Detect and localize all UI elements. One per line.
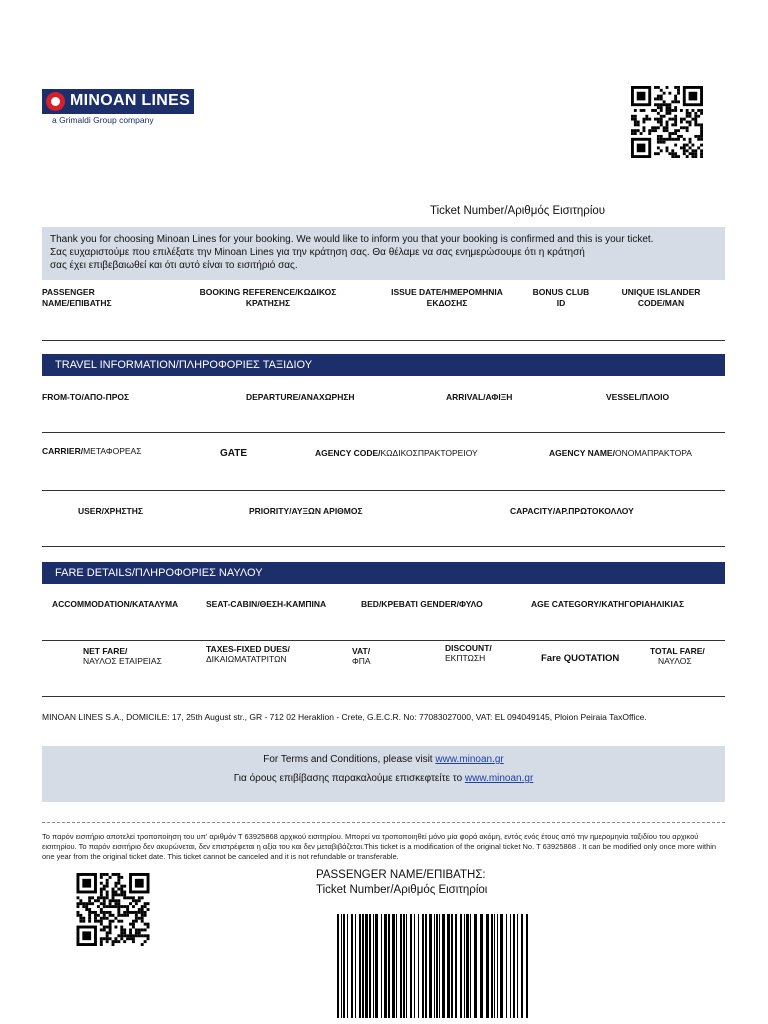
discount-en: DISCOUNT/ xyxy=(445,643,492,653)
carrier-label xyxy=(42,446,142,456)
gate-label: GATE xyxy=(220,448,248,459)
terms-line-gr xyxy=(42,773,725,784)
seat-cabin-label: SEAT-CABIN/ΘΕΣΗ-ΚΑΜΠΙΝΑ xyxy=(206,599,327,609)
vat-label xyxy=(352,646,371,666)
divider xyxy=(42,490,725,491)
terms-line-en xyxy=(42,754,725,765)
terms-box xyxy=(42,746,725,802)
booking-header-line1: BOOKING REFERENCE/ΚΩΔΙΚΟΣ xyxy=(199,287,337,297)
issue-date-header xyxy=(377,287,517,309)
discount-gr: ΕΚΠΤΩΣΗ xyxy=(445,653,486,663)
agency-name-gr: ΟΝΟΜΑΠΡΑΚΤΟΡΑ xyxy=(614,448,692,458)
capacity-label: CAPACITY/ΑΡ.ΠΡΩΤΟΚΟΛΛΟΥ xyxy=(510,506,634,516)
company-details: MINOAN LINES S.A., DOMICILE: 17, 25th August str., GR - 712 02 Heraklion - Crete, G.E.C.R. No: 77083027000, VAT: EL 094049145, Ploion Peiraia TaxOffice. xyxy=(42,712,647,722)
brand-name: MINOAN LINES xyxy=(70,92,191,109)
terms-text-en: For Terms and Conditions, please visit xyxy=(263,754,436,765)
confirmation-line-gr-2: σας έχει επιβεβαιωθεί και ότι αυτό είναι το εισιτήριό σας. xyxy=(50,260,298,271)
bonus-club-header xyxy=(527,287,595,309)
vat-en: VAT/ xyxy=(352,646,371,656)
divider xyxy=(42,432,725,433)
islander-code-header xyxy=(613,287,709,309)
departure-label: DEPARTURE/ΑΝΑΧΩΡΗΣΗ xyxy=(246,392,355,402)
brand-subtitle: a Grimaldi Group company xyxy=(52,115,154,125)
booking-header-line2: ΚΡΑΤΗΣΗΣ xyxy=(245,298,291,308)
modification-notice: Το παρόν εισιτήριο αποτελεί τροποποίηση του υπ' αριθμόν Τ 63925868 αρχικού εισιτηρίου. Μπορεί να τροποποιηθεί μόνο μία φορά ακόμη, εντός ενός έτους από την ημερομηνία ταξιδίου του αρχικού εισιτηρίου. Το παρόν εισιτήριο δεν ακυρώνεται, δεν επιστρέφεται η αξία του και δεν μεταβιβάζεται.This ticket is a modification of the original ticket No. T 63925868 . It can be modified only once more within one year from the original ticket date. This ticket cannot be canceled and it is not refundable or transferable. xyxy=(42,832,717,861)
terms-text-gr: Για όρους επιβίβασης παρακαλούμε επισκεφτείτε το xyxy=(233,773,465,784)
total-fare-label xyxy=(650,646,705,666)
passenger-name-header xyxy=(42,287,112,309)
stub-ticket-number-label: Ticket Number/Αριθμός Εισιτηρίοι xyxy=(316,884,488,896)
fare-details-section-title: FARE DETAILS/ΠΛΗΡΟΦΟΡΙΕΣ ΝΑΥΛΟΥ xyxy=(42,562,725,584)
terms-link-gr[interactable]: www.minoan.gr xyxy=(464,773,534,784)
islander-header-line2: CODE/MAN xyxy=(637,298,685,308)
divider xyxy=(42,340,725,341)
discount-label xyxy=(445,643,492,663)
carrier-label-gr: ΜΕΤΑΦΟΡΕΑΣ xyxy=(83,446,142,456)
agency-code-label xyxy=(315,448,478,458)
total-fare-en: TOTAL FARE/ xyxy=(650,646,705,656)
accommodation-label: ACCOMMODATION/ΚΑΤΑΛΥΜΑ xyxy=(52,599,179,609)
confirmation-message xyxy=(42,227,725,280)
agency-code-en: AGENCY CODE/ xyxy=(315,448,381,458)
confirmation-line-gr-1: Σας ευχαριστούμε που επιλέξατε την Minoan Lines για την κράτηση σας. Θα θέλαμε να σας ενημερώσουμε ότι η κράτησή xyxy=(50,247,585,258)
issue-header-line1: ISSUE DATE/ΗΜΕΡΟΜΗΝΙΑ xyxy=(391,287,503,297)
taxes-gr: ΔΙΚΑΙΩΜΑΤΑΤΡΙΤΩΝ xyxy=(206,654,287,664)
bed-gender-label: BED/ΚΡΕΒΑΤΙ GENDER/ΦΥΛΟ xyxy=(361,599,483,609)
vessel-label: VESSEL/ΠΛΟΙΟ xyxy=(606,392,670,402)
issue-header-line2: ΕΚΔΟΣΗΣ xyxy=(426,298,468,308)
minoan-lines-logo xyxy=(42,89,194,114)
net-fare-en: NET FARE/ xyxy=(83,646,128,656)
passenger-header-line2: NAME/ΕΠΙΒΑΤΗΣ xyxy=(42,298,112,308)
age-category-label: AGE CATEGORY/ΚΑΤΗΓΟΡΙΑΗΛΙΚΙΑΣ xyxy=(531,599,685,609)
confirmation-line-en: Thank you for choosing Minoan Lines for your booking. We would like to inform you that your booking is confirmed and this is your ticket. xyxy=(50,234,654,245)
arrival-label: ARRIVAL/ΑΦΙΞΗ xyxy=(446,392,513,402)
divider xyxy=(42,640,725,641)
bonus-header-line1: BONUS CLUB xyxy=(532,287,590,297)
taxes-en: TAXES-FIXED DUES/ xyxy=(206,644,290,654)
ticket-number-label: Ticket Number/Αριθμός Εισιτηρίου xyxy=(430,205,606,217)
from-to-label: FROM-TO/ΑΠΟ-ΠΡΟΣ xyxy=(42,392,130,402)
agency-name-label xyxy=(549,448,692,458)
stub-passenger-label: PASSENGER NAME/ΕΠΙΒΑΤΗΣ: xyxy=(316,869,486,881)
total-fare-gr: ΝΑΥΛΟΣ xyxy=(658,656,692,666)
net-fare-gr: ΝΑΥΛΟΣ ΕΤΑΙΡΕΙΑΣ xyxy=(83,656,162,666)
fare-quotation-label: Fare QUOTATION xyxy=(541,653,620,664)
qr-code-icon xyxy=(74,873,152,946)
priority-label: PRIORITY/ΑΥΞΩΝ ΑΡΙΘΜΟΣ xyxy=(249,506,363,516)
vat-gr: ΦΠΑ xyxy=(352,656,371,666)
ship-logo-icon xyxy=(46,92,65,111)
bonus-header-line2: ID xyxy=(556,298,566,308)
qr-code-icon xyxy=(629,86,705,158)
net-fare-label xyxy=(83,646,162,666)
travel-info-section-title: TRAVEL INFORMATION/ΠΛΗΡΟΦΟΡΙΕΣ ΤΑΞΙΔΙΟΥ xyxy=(42,354,725,376)
user-label: USER/ΧΡΗΣΤΗΣ xyxy=(78,506,143,516)
barcode-icon xyxy=(337,914,529,1018)
agency-name-en: AGENCY NAME/ xyxy=(549,448,615,458)
carrier-label-en: CARRIER/ xyxy=(42,446,84,456)
divider xyxy=(42,696,725,697)
passenger-header-line1: PASSENGER xyxy=(42,287,95,297)
terms-link-en[interactable]: www.minoan.gr xyxy=(435,754,504,765)
cut-line xyxy=(42,822,725,823)
taxes-label xyxy=(206,644,290,664)
divider xyxy=(42,546,725,547)
agency-code-gr: ΚΩΔΙΚΟΣΠΡΑΚΤΟΡΕΙΟΥ xyxy=(380,448,478,458)
islander-header-line1: UNIQUE ISLANDER xyxy=(621,287,701,297)
booking-reference-header xyxy=(190,287,346,309)
